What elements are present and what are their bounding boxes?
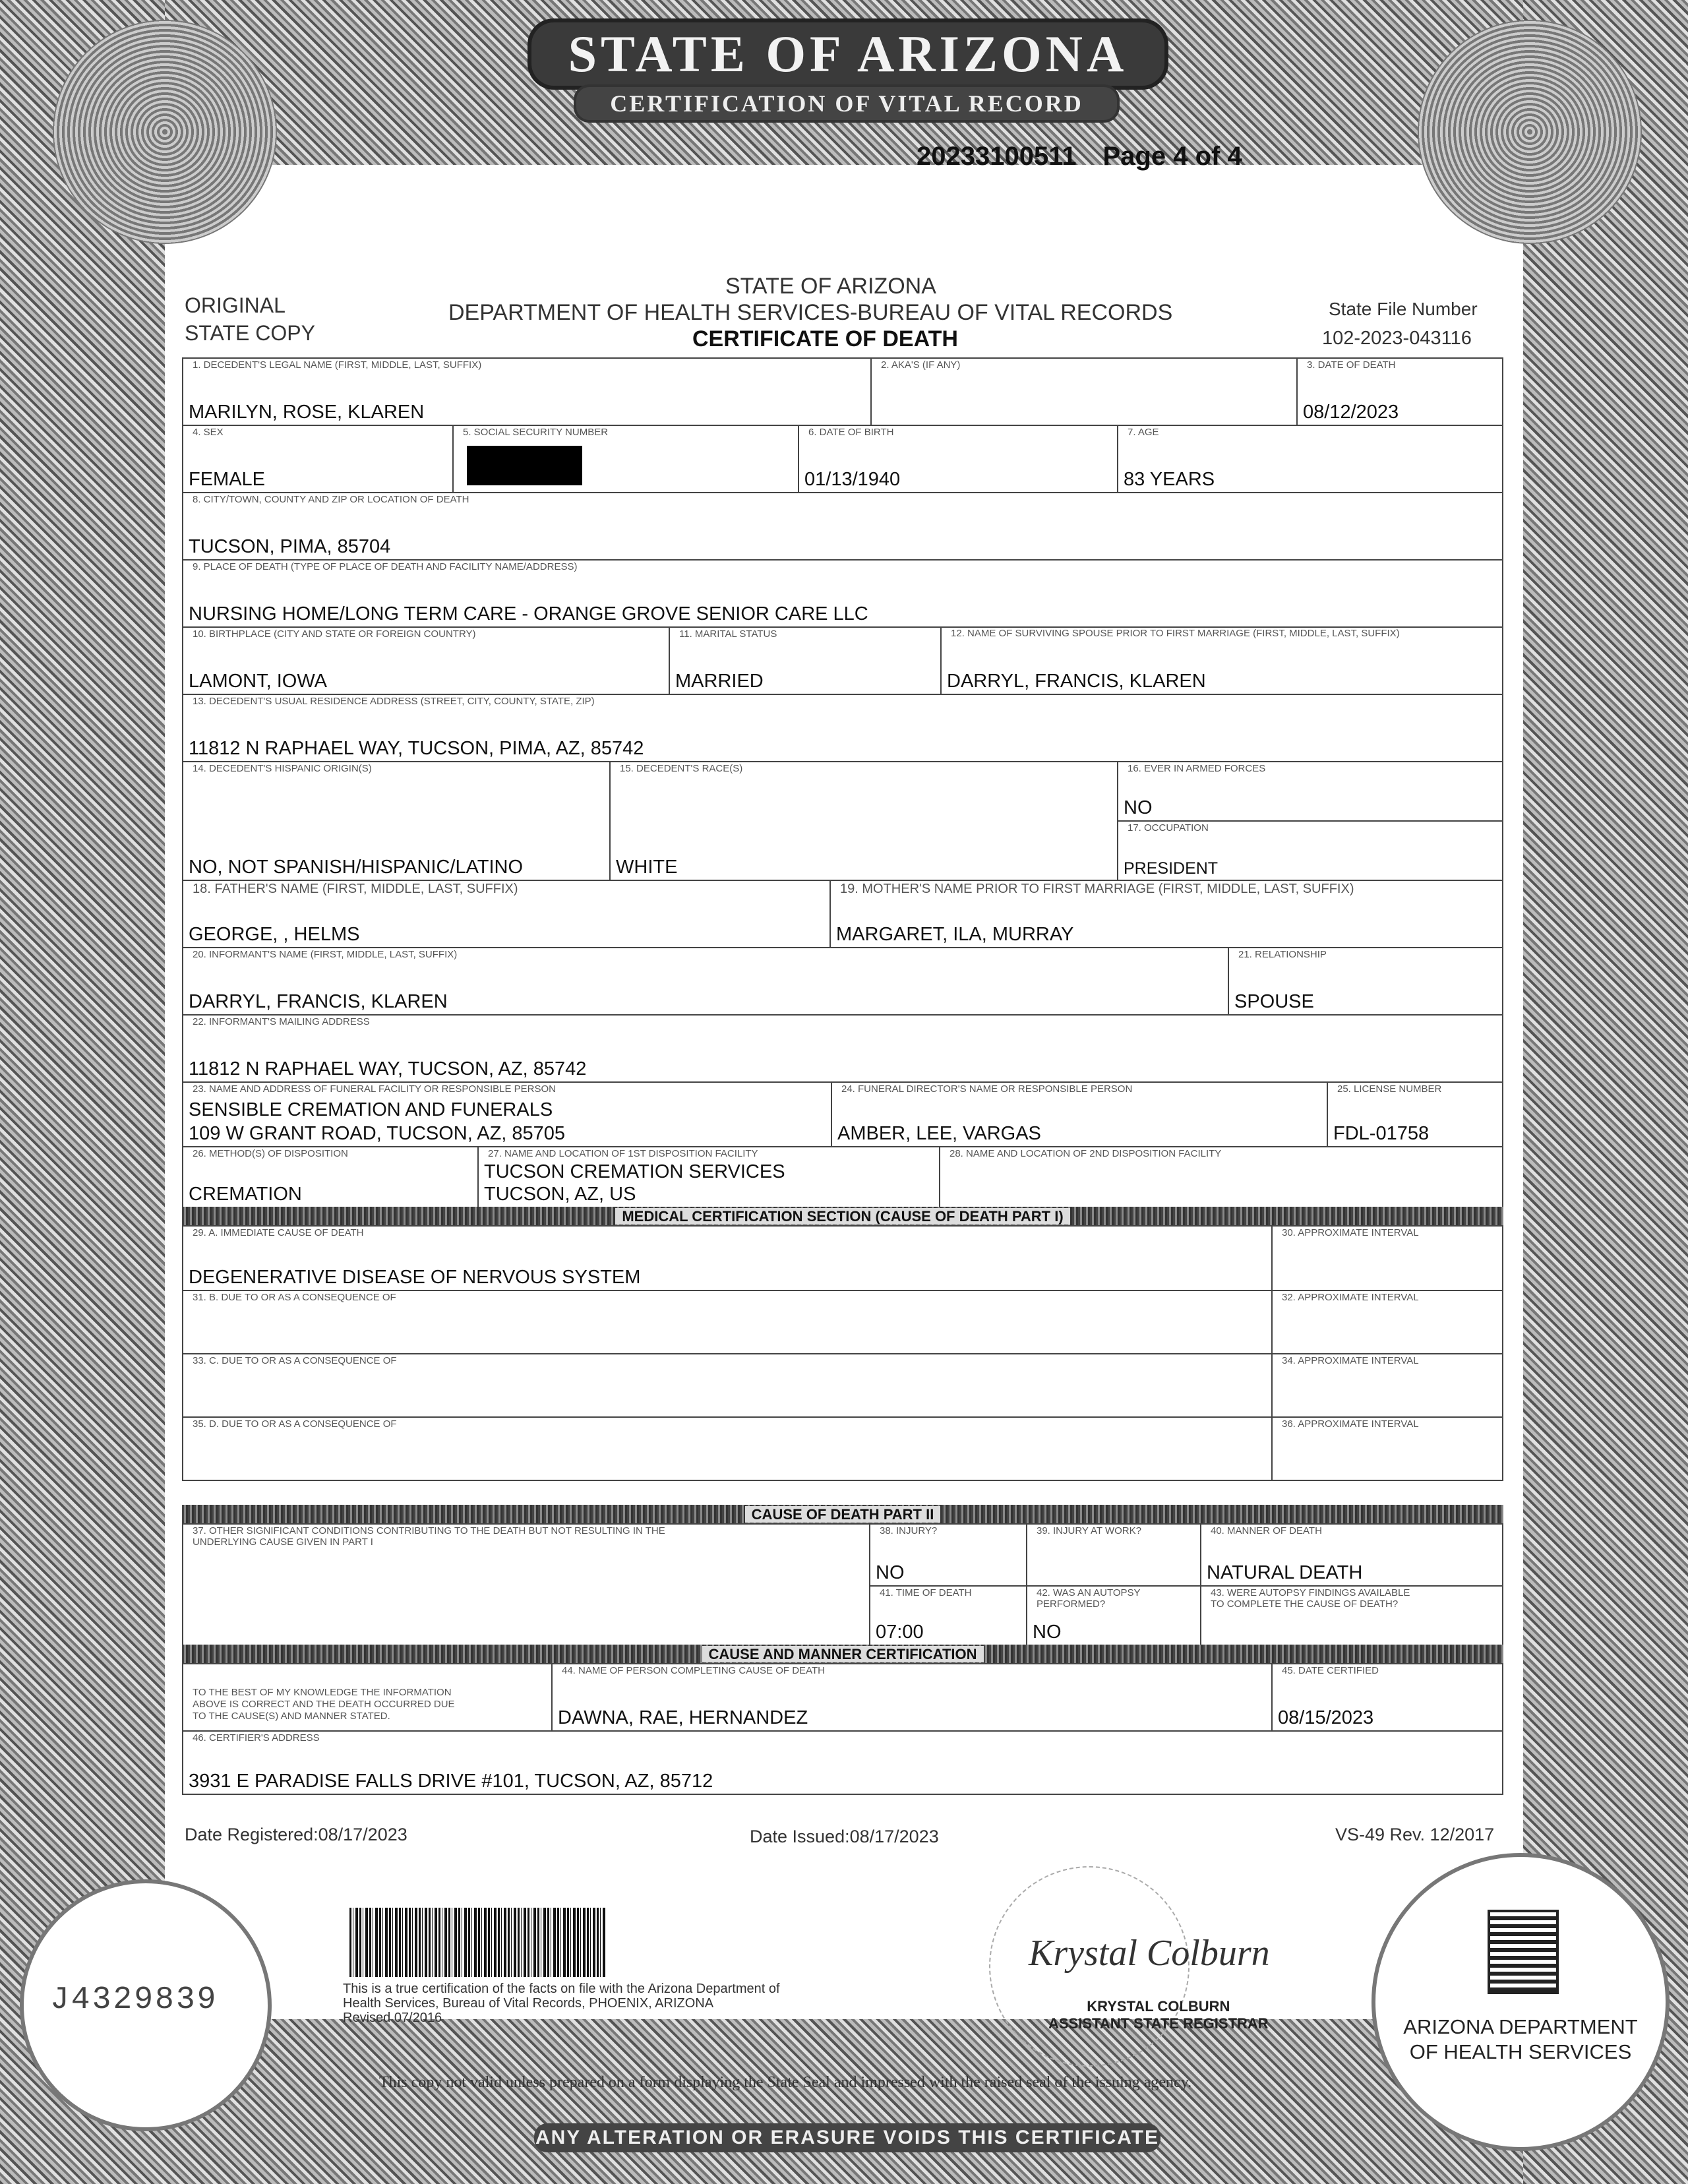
field-value-line2: 109 W GRANT ROAD, TUCSON, AZ, 85705 xyxy=(189,1123,566,1144)
field-value: FEMALE xyxy=(189,469,266,490)
cert-text-line2: Health Services, Bureau of Vital Records, PHOENIX, ARIZONA xyxy=(343,1996,714,2011)
field-label: 31. B. DUE TO OR AS A CONSEQUENCE OF xyxy=(193,1292,396,1303)
field-value: TUCSON, PIMA, 85704 xyxy=(189,536,391,557)
field-value: DARRYL, FRANCIS, KLAREN xyxy=(947,671,1206,692)
field-manner-of-death xyxy=(1200,1523,1503,1587)
cert-text-line1: This is a true certification of the facts on file with the Arizona Department of xyxy=(343,1982,780,1996)
field-injury-at-work xyxy=(1026,1523,1201,1587)
field-armed-forces xyxy=(1117,761,1503,822)
field-label: 15. DECEDENT'S RACE(S) xyxy=(620,763,743,774)
adhs-logo-icon xyxy=(1488,1910,1559,1994)
field-funeral-director xyxy=(831,1081,1328,1147)
document-number: 20233100511 xyxy=(917,142,1077,171)
field-label-line2: UNDERLYING CAUSE GIVEN IN PART I xyxy=(193,1536,373,1548)
header-original: ORIGINAL xyxy=(185,293,286,317)
field-label: 21. RELATIONSHIP xyxy=(1238,949,1327,960)
field-value-line1: TUCSON CREMATION SERVICES xyxy=(484,1161,785,1182)
field-value: NATURAL DEATH xyxy=(1207,1562,1363,1583)
field-label: 30. APPROXIMATE INTERVAL xyxy=(1282,1227,1419,1238)
field-value: WHITE xyxy=(616,857,678,878)
field-label: 44. NAME OF PERSON COMPLETING CAUSE OF DEATH xyxy=(562,1665,825,1676)
field-label: 7. AGE xyxy=(1128,427,1159,438)
field-value: MARILYN, ROSE, KLAREN xyxy=(189,402,425,423)
field-value-line1: SENSIBLE CREMATION AND FUNERALS xyxy=(189,1099,553,1120)
field-relationship xyxy=(1228,947,1503,1016)
field-sex xyxy=(182,425,454,493)
form-revision: VS-49 Rev. 12/2017 xyxy=(1335,1825,1495,1844)
death-certificate-form xyxy=(182,357,1503,1820)
field-label: 3. DATE OF DEATH xyxy=(1307,359,1396,371)
field-label: 28. NAME AND LOCATION OF 2ND DISPOSITION FACILITY xyxy=(950,1148,1222,1159)
header-state-copy: STATE COPY xyxy=(185,321,315,345)
registrar-name: KRYSTAL COLBURN xyxy=(1087,1998,1230,2015)
field-label: 41. TIME OF DEATH xyxy=(880,1587,972,1598)
field-disposition-method xyxy=(182,1146,479,1208)
field-value: AMBER, LEE, VARGAS xyxy=(837,1123,1041,1144)
field-informant-address xyxy=(182,1014,1503,1083)
section-bar-label: CAUSE OF DEATH PART II xyxy=(745,1506,941,1523)
field-license-number xyxy=(1327,1081,1503,1147)
field-value: GEORGE, , HELMS xyxy=(189,924,360,945)
field-autopsy-findings xyxy=(1200,1585,1503,1646)
field-label-line2: TO COMPLETE THE CAUSE OF DEATH? xyxy=(1211,1598,1399,1610)
field-label: 5. SOCIAL SECURITY NUMBER xyxy=(463,427,609,438)
barcode xyxy=(349,1908,607,1977)
field-label: 19. MOTHER'S NAME PRIOR TO FIRST MARRIAGE (FIRST, MIDDLE, LAST, SUFFIX) xyxy=(840,882,1354,896)
field-decedent-name xyxy=(182,357,872,426)
field-label: 18. FATHER'S NAME (FIRST, MIDDLE, LAST, SUFFIX) xyxy=(193,882,518,896)
field-value: NO xyxy=(1033,1622,1062,1643)
field-label: 12. NAME OF SURVIVING SPOUSE PRIOR TO FIRST MARRIAGE (FIRST, MIDDLE, LAST, SUFFIX) xyxy=(951,628,1400,639)
field-label: 36. APPROXIMATE INTERVAL xyxy=(1282,1418,1419,1430)
alteration-warning: ANY ALTERATION OR ERASURE VOIDS THIS CERTIFICATE xyxy=(534,2123,1160,2152)
field-value: MARRIED xyxy=(675,671,764,692)
field-value: NO xyxy=(1124,797,1153,818)
field-interval-a xyxy=(1271,1225,1503,1291)
field-label: 9. PLACE OF DEATH (TYPE OF PLACE OF DEATH AND FACILITY NAME/ADDRESS) xyxy=(193,561,578,572)
field-value: LAMONT, IOWA xyxy=(189,671,327,692)
field-funeral-facility xyxy=(182,1081,832,1147)
field-immediate-cause xyxy=(182,1225,1273,1291)
serial-seal xyxy=(20,1879,272,2131)
field-cause-c xyxy=(182,1353,1273,1418)
field-label: 13. DECEDENT'S USUAL RESIDENCE ADDRESS (STREET, CITY, COUNTY, STATE, ZIP) xyxy=(193,696,595,707)
field-cause-b xyxy=(182,1290,1273,1354)
date-registered: Date Registered:08/17/2023 xyxy=(185,1825,407,1844)
field-occupation xyxy=(1117,820,1503,881)
field-value: NO xyxy=(876,1562,905,1583)
ssn-redaction xyxy=(467,446,582,485)
field-value: PRESIDENT xyxy=(1124,859,1219,878)
field-value: 08/12/2023 xyxy=(1303,402,1399,423)
header-state: STATE OF ARIZONA xyxy=(725,274,936,299)
field-other-conditions xyxy=(182,1523,870,1646)
certification-text xyxy=(343,1982,780,2025)
field-mother-name xyxy=(829,880,1503,948)
field-label: 43. WERE AUTOPSY FINDINGS AVAILABLE xyxy=(1211,1587,1410,1598)
field-value: 08/15/2023 xyxy=(1278,1707,1374,1728)
field-label-line2: PERFORMED? xyxy=(1037,1598,1106,1610)
field-label: 34. APPROXIMATE INTERVAL xyxy=(1282,1355,1419,1366)
field-value: DEGENERATIVE DISEASE OF NERVOUS SYSTEM xyxy=(189,1267,641,1288)
header-department: DEPARTMENT OF HEALTH SERVICES-BUREAU OF VITAL RECORDS xyxy=(448,300,1173,325)
field-date-of-birth xyxy=(798,425,1118,493)
validity-note: This copy not valid unless prepared on a form displaying the State Seal and impressed with the raised seal of the issuing agency. xyxy=(379,2074,1192,2091)
registrar-signature: Krystal Colburn xyxy=(1029,1933,1270,1974)
date-issued: Date Issued:08/17/2023 xyxy=(750,1827,939,1846)
field-place-of-death xyxy=(182,559,1503,628)
field-label: 24. FUNERAL DIRECTOR'S NAME OR RESPONSIBLE PERSON xyxy=(841,1083,1133,1095)
field-age xyxy=(1117,425,1503,493)
field-value: CREMATION xyxy=(189,1184,302,1205)
field-value: MARGARET, ILA, MURRAY xyxy=(836,924,1074,945)
field-label: 39. INJURY AT WORK? xyxy=(1037,1525,1141,1536)
field-label: 38. INJURY? xyxy=(880,1525,938,1536)
section-bar-medical xyxy=(182,1207,1503,1227)
field-injury xyxy=(869,1523,1027,1587)
field-location-of-death xyxy=(182,492,1503,561)
field-value: FDL-01758 xyxy=(1333,1123,1430,1144)
field-surviving-spouse xyxy=(940,626,1503,695)
field-label: 25. LICENSE NUMBER xyxy=(1337,1083,1442,1095)
field-value: DARRYL, FRANCIS, KLAREN xyxy=(189,991,448,1012)
field-cause-d xyxy=(182,1416,1273,1481)
field-label: 37. OTHER SIGNIFICANT CONDITIONS CONTRIBUTING TO THE DEATH BUT NOT RESULTING IN THE xyxy=(193,1525,665,1536)
field-value: 3931 E PARADISE FALLS DRIVE #101, TUCSON, AZ, 85712 xyxy=(189,1771,713,1792)
header-state-file-label: State File Number xyxy=(1329,299,1478,319)
section-bar-label: CAUSE AND MANNER CERTIFICATION xyxy=(702,1646,984,1662)
field-label: 10. BIRTHPLACE (CITY AND STATE OR FOREIGN COUNTRY) xyxy=(193,628,476,640)
field-value: DAWNA, RAE, HERNANDEZ xyxy=(558,1707,808,1728)
field-value: 07:00 xyxy=(876,1622,924,1643)
section-bar-label: MEDICAL CERTIFICATION SECTION (CAUSE OF DEATH PART I) xyxy=(615,1208,1070,1225)
section-bar-part-two xyxy=(182,1505,1503,1525)
serial-number: J4329839 xyxy=(50,1982,218,2018)
field-label: 29. A. IMMEDIATE CAUSE OF DEATH xyxy=(193,1227,364,1238)
field-race xyxy=(609,761,1118,881)
field-second-disposition-facility xyxy=(939,1146,1503,1208)
certification-statement xyxy=(182,1663,553,1732)
field-marital-status xyxy=(669,626,942,695)
field-label: 17. OCCUPATION xyxy=(1128,822,1209,834)
field-certifier-name xyxy=(551,1663,1273,1732)
field-certifier-address xyxy=(182,1730,1503,1795)
field-label: 2. AKA'S (IF ANY) xyxy=(881,359,961,371)
field-label: 20. INFORMANT'S NAME (FIRST, MIDDLE, LAST, SUFFIX) xyxy=(193,949,458,960)
cert-text-line3: Revised 07/2016 xyxy=(343,2011,442,2025)
org-line1: ARIZONA DEPARTMENT xyxy=(1403,2015,1638,2038)
field-label: 32. APPROXIMATE INTERVAL xyxy=(1282,1292,1419,1303)
banner-title: STATE OF ARIZONA xyxy=(528,18,1168,90)
adhs-seal xyxy=(1372,1853,1670,2151)
field-label: 22. INFORMANT'S MAILING ADDRESS xyxy=(193,1016,370,1027)
field-label: 46. CERTIFIER'S ADDRESS xyxy=(193,1732,320,1744)
header-state-file-number: 102-2023-043116 xyxy=(1322,328,1472,349)
field-hispanic-origin xyxy=(182,761,611,881)
field-aka xyxy=(870,357,1298,426)
field-value: NO, NOT SPANISH/HISPANIC/LATINO xyxy=(189,857,524,878)
field-value: 11812 N RAPHAEL WAY, TUCSON, AZ, 85742 xyxy=(189,1058,587,1079)
field-value: SPOUSE xyxy=(1234,991,1314,1012)
header-certificate-title: CERTIFICATE OF DEATH xyxy=(692,326,958,351)
field-label: 16. EVER IN ARMED FORCES xyxy=(1128,763,1266,774)
field-label: 27. NAME AND LOCATION OF 1ST DISPOSITION FACILITY xyxy=(488,1148,758,1159)
field-label: 23. NAME AND ADDRESS OF FUNERAL FACILITY OR RESPONSIBLE PERSON xyxy=(193,1083,556,1095)
field-first-disposition-facility xyxy=(477,1146,940,1208)
field-label: 6. DATE OF BIRTH xyxy=(808,427,894,438)
field-label: 42. WAS AN AUTOPSY xyxy=(1037,1587,1141,1598)
field-time-of-death xyxy=(869,1585,1027,1646)
field-date-certified xyxy=(1271,1663,1503,1732)
ornament-top-right xyxy=(1418,20,1642,244)
field-label: 14. DECEDENT'S HISPANIC ORIGIN(S) xyxy=(193,763,372,774)
field-label: 11. MARITAL STATUS xyxy=(679,628,777,640)
field-value: 01/13/1940 xyxy=(804,469,901,490)
field-value: 11812 N RAPHAEL WAY, TUCSON, PIMA, AZ, 85742 xyxy=(189,738,644,759)
section-bar-certification xyxy=(182,1645,1503,1664)
field-value: 83 YEARS xyxy=(1124,469,1215,490)
field-interval-c xyxy=(1271,1353,1503,1418)
field-father-name xyxy=(182,880,831,948)
field-label: 1. DECEDENT'S LEGAL NAME (FIRST, MIDDLE, LAST, SUFFIX) xyxy=(193,359,482,371)
org-line2: OF HEALTH SERVICES xyxy=(1409,2040,1632,2063)
field-label: 26. METHOD(S) OF DISPOSITION xyxy=(193,1148,348,1159)
document-number-line xyxy=(917,142,1269,171)
field-label: 45. DATE CERTIFIED xyxy=(1282,1665,1379,1676)
field-value: NURSING HOME/LONG TERM CARE - ORANGE GROVE SENIOR CARE LLC xyxy=(189,603,868,624)
registrar-block xyxy=(1048,1998,1269,2032)
field-informant-name xyxy=(182,947,1229,1016)
ornament-top-left xyxy=(53,20,277,244)
field-interval-d xyxy=(1271,1416,1503,1481)
field-value-line2: TUCSON, AZ, US xyxy=(484,1184,636,1205)
field-interval-b xyxy=(1271,1290,1503,1354)
field-label: 40. MANNER OF DEATH xyxy=(1211,1525,1322,1536)
field-residence-address xyxy=(182,694,1503,762)
banner-subtitle: CERTIFICATION OF VITAL RECORD xyxy=(574,84,1120,123)
border-left xyxy=(0,0,165,2184)
page-label: Page 4 of 4 xyxy=(1102,142,1242,171)
field-label: 4. SEX xyxy=(193,427,224,438)
field-ssn xyxy=(452,425,799,493)
cert-statement-line2: ABOVE IS CORRECT AND THE DEATH OCCURRED DUE xyxy=(193,1699,455,1710)
cert-statement-line1: TO THE BEST OF MY KNOWLEDGE THE INFORMATION xyxy=(193,1687,452,1698)
registrar-title: ASSISTANT STATE REGISTRAR xyxy=(1048,2015,1269,2032)
cert-statement-line3: TO THE CAUSE(S) AND MANNER STATED. xyxy=(193,1711,390,1722)
field-date-of-death xyxy=(1296,357,1503,426)
field-label: 8. CITY/TOWN, COUNTY AND ZIP OR LOCATION OF DEATH xyxy=(193,494,469,505)
field-birthplace xyxy=(182,626,670,695)
field-label: 35. D. DUE TO OR AS A CONSEQUENCE OF xyxy=(193,1418,397,1430)
field-autopsy xyxy=(1026,1585,1201,1646)
field-label: 33. C. DUE TO OR AS A CONSEQUENCE OF xyxy=(193,1355,397,1366)
